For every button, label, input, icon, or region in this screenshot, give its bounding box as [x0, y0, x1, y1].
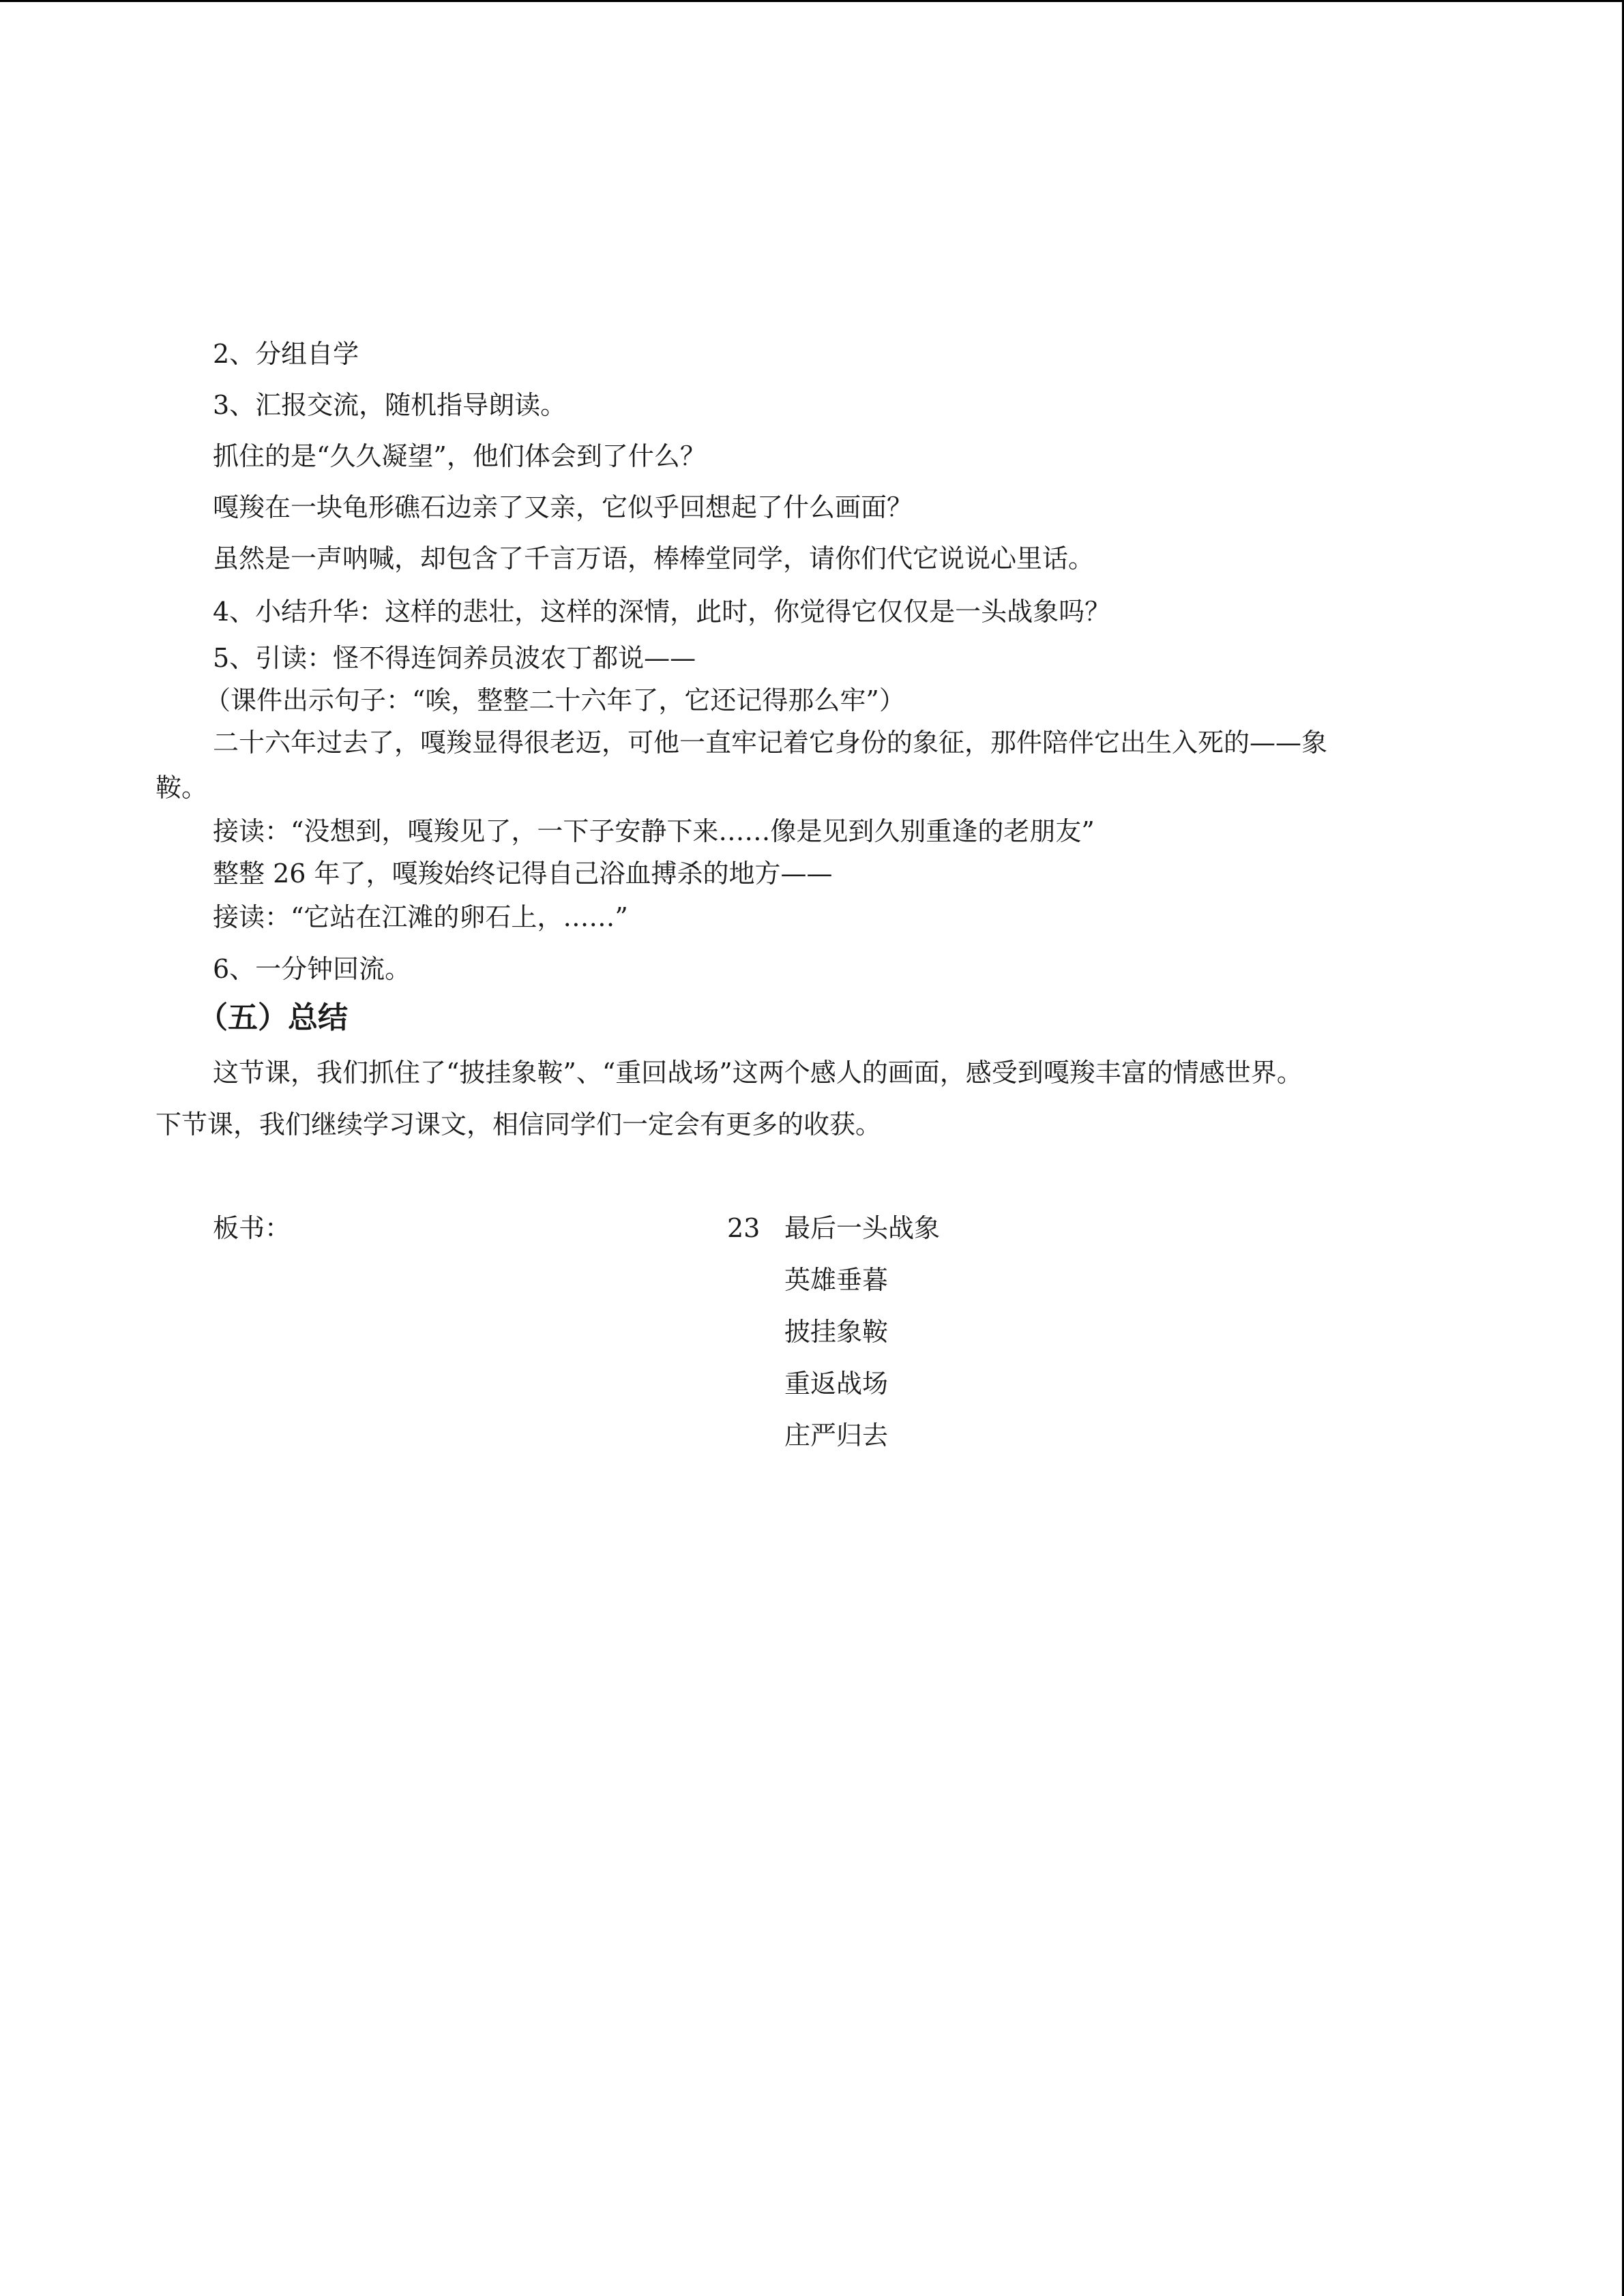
text-line-report: 3、汇报交流，随机指导朗读。 — [213, 390, 567, 420]
text-line-cry: 虽然是一声呐喊，却包含了千言万语，棒棒堂同学，请你们代它说说心里话。 — [213, 543, 1095, 573]
text-line-question-gaze: 抓住的是“久久凝望”，他们体会到了什么？ — [213, 441, 706, 471]
text-line-group-study: 2、分组自学 — [213, 339, 359, 369]
board-item-return: 庄严归去 — [784, 1420, 889, 1450]
text-line-summary-rise: 4、小结升华：这样的悲壮，这样的深情，此时，你觉得它仅仅是一头战象吗？ — [213, 597, 1111, 627]
text-line-question-rock: 嘎羧在一块龟形礁石边亲了又亲，它似乎回想起了什么画面？ — [213, 492, 913, 522]
text-line-follow-read-2: 接读：“它站在江滩的卵石上，……” — [213, 902, 628, 932]
board-item-title: 最后一头战象 — [784, 1213, 941, 1243]
summary-line-1: 这节课，我们抓住了“披挂象鞍”、“重回战场”这两个感人的画面，感受到嘎羧丰富的情感世界。 — [213, 1058, 1303, 1088]
board-item-battlefield: 重返战场 — [784, 1369, 889, 1399]
text-line-one-minute: 6、一分钟回流。 — [213, 954, 411, 984]
text-line-paragraph-start: 二十六年过去了，嘎羧显得很老迈，可他一直牢记着它身份的象征，那件陪伴它出生入死的——象 — [213, 728, 1328, 758]
text-line-lead-read: 5、引读：怪不得连饲养员波农丁都说—— — [213, 643, 696, 673]
board-item-hero: 英雄垂暮 — [784, 1265, 889, 1295]
text-line-follow-read-1: 接读：“没想到，嘎羧见了，一下子安静下来……像是见到久别重逢的老朋友” — [213, 816, 1095, 846]
board-lesson-number: 23 — [727, 1213, 761, 1243]
text-line-26-years: 整整 26 年了，嘎羧始终记得自己浴血搏杀的地方—— — [213, 859, 833, 889]
text-line-slide-quote: （课件出示句子：“唉，整整二十六年了，它还记得那么牢”） — [205, 685, 905, 715]
text-line-paragraph-end: 鞍。 — [156, 773, 208, 803]
board-label: 板书： — [213, 1213, 291, 1243]
summary-line-2: 下节课，我们继续学习课文，相信同学们一定会有更多的收获。 — [156, 1109, 882, 1139]
board-item-saddle: 披挂象鞍 — [784, 1317, 889, 1347]
page-top-border — [0, 0, 1624, 2]
section-heading: （五）总结 — [198, 1000, 348, 1035]
